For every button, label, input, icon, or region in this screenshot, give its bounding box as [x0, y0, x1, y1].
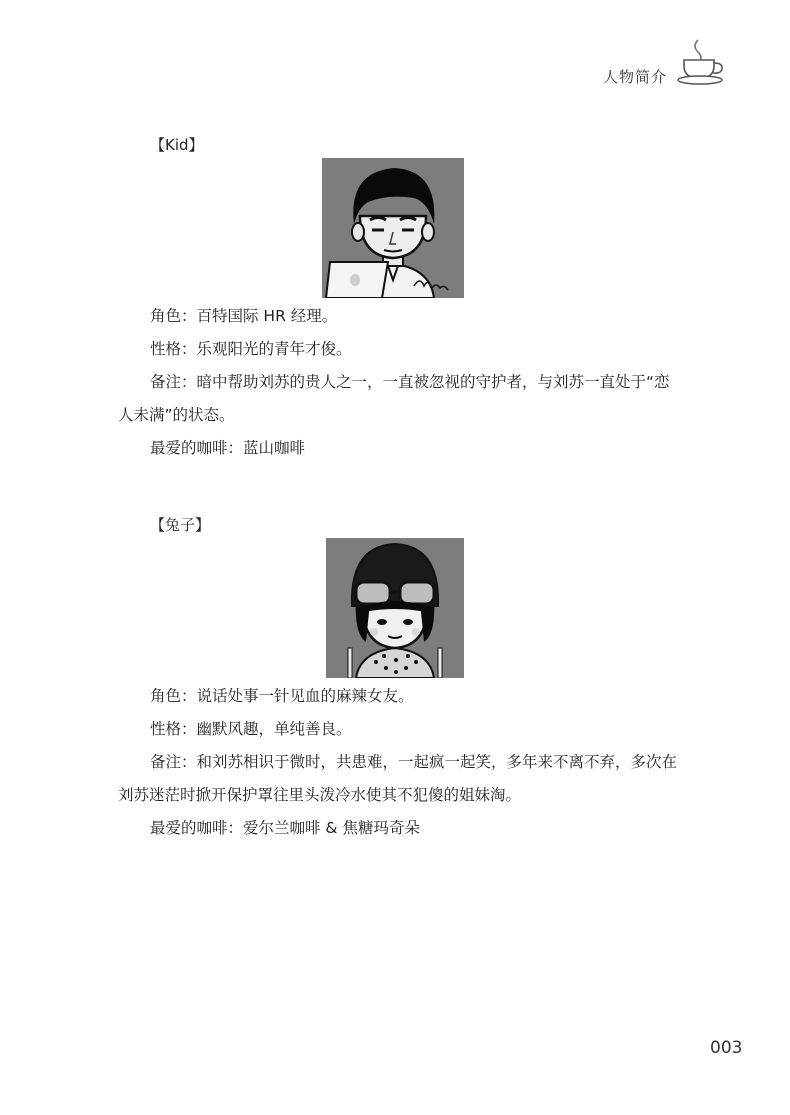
character-heading-kid: 【Kid】	[150, 136, 204, 154]
tuzi-personality-text: 性格：幽默风趣，单纯善良。	[150, 720, 352, 738]
tuzi-role-text: 角色：说话处事一针见血的麻辣女友。	[150, 687, 414, 705]
tuzi-portrait-image	[326, 538, 464, 678]
kid-note-text: 备注：暗中帮助刘苏的贵人之一，一直被忽视的守护者，与刘苏一直处于“恋人未满”的状态。	[118, 373, 670, 424]
kid-description	[118, 300, 678, 465]
tuzi-description	[118, 680, 678, 845]
kid-role-text: 角色：百特国际 HR 经理。	[150, 307, 338, 325]
tuzi-coffee-text: 最爱的咖啡：爱尔兰咖啡 & 焦糖玛奇朵	[150, 819, 420, 837]
kid-portrait-image	[322, 158, 464, 298]
character-heading-tuzi: 【兔子】	[150, 516, 211, 534]
kid-personality-text: 性格：乐观阳光的青年才俊。	[150, 340, 352, 358]
kid-coffee-text: 最爱的咖啡：蓝山咖啡	[150, 439, 306, 457]
page-number: 003	[710, 1038, 743, 1058]
running-header-title: 人物简介	[603, 68, 668, 86]
tuzi-note-text: 备注：和刘苏相识于微时，共患难，一起疯一起笑，多年来不离不弃，多次在刘苏迷茫时掀开保护罩往里头泼冷水使其不犯傻的姐妹淘。	[118, 753, 678, 804]
coffee-cup-icon	[676, 36, 728, 86]
